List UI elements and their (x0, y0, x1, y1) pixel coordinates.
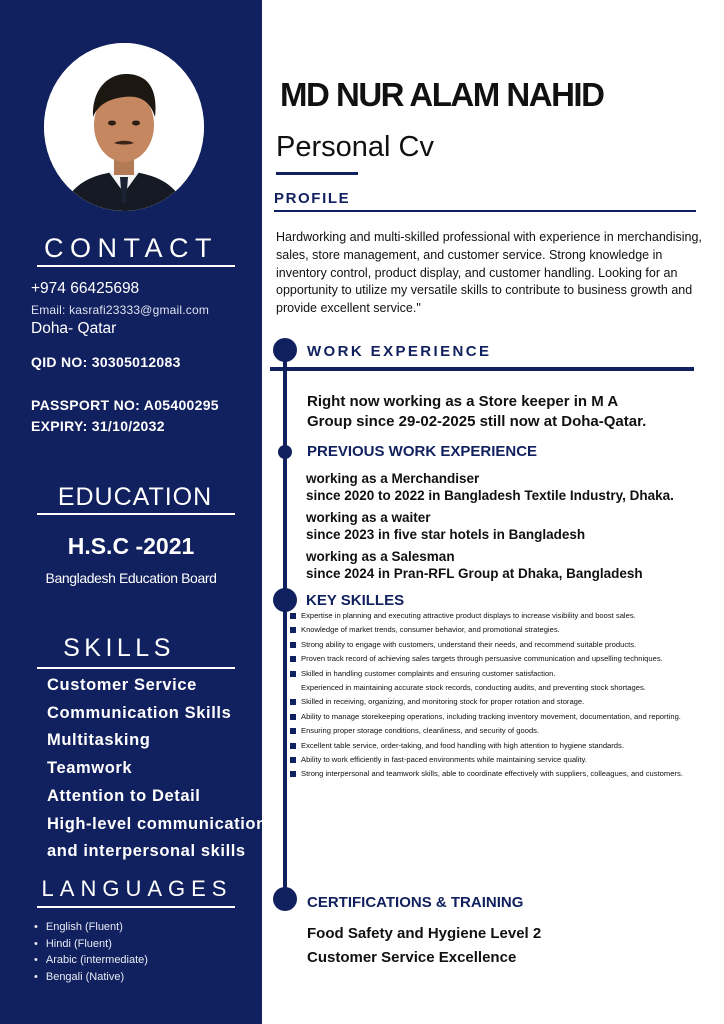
profile-heading: PROFILE (274, 190, 351, 207)
key-skill-item: Skilled in handling customer complaints and ensuring customer satisfaction. (290, 669, 710, 678)
skill-item: Attention to Detail (47, 786, 201, 805)
job-role: working as a Merchandiser (306, 471, 480, 486)
profile-summary: Hardworking and multi-skilled professional with experience in merchandising, sales, store management, and customer service. Strong knowledge in inventory control, product display, and customer handling. Looking for an opportunity to utilize my versatile skills to contribute to business growth and provide excellent service." (276, 230, 702, 316)
current-job (307, 392, 646, 431)
education-board: Bangladesh Education Board (45, 570, 217, 586)
key-skills-list (290, 611, 710, 784)
key-skills-heading: KEY SKILLES (306, 592, 405, 609)
subtitle-underline (276, 172, 358, 175)
current-job-line: Group since 29-02-2025 still now at Doha-Qatar. (307, 412, 647, 430)
previous-work-heading: PREVIOUS WORK EXPERIENCE (307, 443, 538, 460)
timeline-dot (273, 338, 297, 362)
key-skill-item: Ability to manage storekeeping operations, including tracking inventory movement, documentation, and reporting. (290, 712, 710, 721)
certifications-heading: CERTIFICATIONS & TRAINING (307, 894, 524, 911)
passport-expiry: EXPIRY: 31/10/2032 (31, 418, 165, 434)
cv-subtitle: Personal Cv (276, 131, 434, 163)
job-role: working as a Salesman (306, 549, 455, 564)
key-skill-item: Expertise in planning and executing attractive product displays to increase visibility and boost sales. (290, 611, 710, 620)
skill-item: Teamwork (47, 759, 133, 778)
language-item: • Bengali (Native) (34, 969, 148, 986)
qid-number: QID NO: 30305012083 (31, 354, 181, 370)
key-skill-item: Ability to work efficiently in fast-paced environments while maintaining service quality. (290, 755, 710, 764)
skills-list (47, 672, 267, 866)
job-detail: since 2020 to 2022 in Bangladesh Textile Industry, Dhaka. (306, 488, 674, 503)
skill-item: High-level communication (47, 814, 267, 833)
timeline-line (283, 347, 287, 900)
education-heading: EDUCATION (57, 483, 213, 511)
contact-divider (37, 265, 235, 267)
key-skill-item: Knowledge of market trends, consumer behavior, and promotional strategies. (290, 625, 710, 634)
languages-heading: LANGUAGES (41, 876, 233, 901)
skill-item: and interpersonal skills (47, 842, 246, 861)
location-text: Doha- Qatar (31, 320, 117, 337)
portrait-avatar-icon (44, 43, 204, 211)
phone-number: +974 66425698 (31, 280, 140, 297)
key-skill-item: Excellent table service, order-taking, and food handling with high attention to hygiene standards. (290, 741, 710, 750)
job-detail: since 2024 in Pran-RFL Group at Dhaka, Bangladesh (306, 566, 643, 581)
job-detail: since 2023 in five star hotels in Bangladesh (306, 527, 586, 542)
language-item: • Arabic (intermediate) (34, 952, 148, 969)
work-heading: WORK EXPERIENCE (307, 343, 492, 360)
certification-item: Customer Service Excellence (307, 949, 517, 966)
certification-item: Food Safety and Hygiene Level 2 (307, 925, 542, 942)
contact-heading: CONTACT (44, 233, 218, 263)
skills-divider (37, 667, 235, 669)
current-job-line: Right now working as a Store keeper in M A (307, 393, 619, 410)
skill-item: Communication Skills (47, 703, 232, 722)
passport-number: PASSPORT NO: A05400295 (31, 397, 219, 413)
job-role: working as a waiter (306, 510, 431, 525)
work-divider (270, 367, 694, 371)
languages-divider (37, 906, 235, 908)
key-skill-item: Strong interpersonal and teamwork skills, able to coordinate effectively with suppliers, colleagues, and customers. (290, 769, 710, 778)
skill-item: Customer Service (47, 676, 197, 694)
education-divider (37, 513, 235, 515)
key-skill-item: Proven track record of achieving sales targets through persuasive communication and upselling techniques. (290, 654, 710, 663)
education-degree: H.S.C -2021 (67, 533, 195, 559)
language-item: • English (Fluent) (34, 919, 148, 936)
job-entry (306, 548, 643, 582)
sidebar (0, 0, 267, 1024)
skills-heading: SKILLS (63, 634, 175, 662)
key-skill-item: Ensuring proper storage conditions, cleanliness, and security of goods. (290, 726, 710, 735)
email-text: Email: kasrafi23333@gmail.com (31, 303, 210, 317)
key-skill-item: Strong ability to engage with customers, understand their needs, and recommend suitable products. (290, 640, 710, 649)
timeline-dot (278, 445, 292, 459)
timeline-dot (273, 887, 297, 911)
profile-photo (44, 43, 204, 211)
key-skill-item: Experienced in maintaining accurate stock records, conducting audits, and preventing stock shortages. (301, 683, 646, 693)
job-entry (306, 509, 585, 543)
language-item: • Hindi (Fluent) (34, 936, 148, 953)
candidate-name: MD NUR ALAM NAHID (280, 76, 604, 113)
profile-divider (274, 210, 696, 212)
key-skill-item: Skilled in receiving, organizing, and monitoring stock for proper rotation and storage. (290, 697, 710, 706)
skill-item: Multitasking (47, 731, 151, 750)
timeline-dot (273, 588, 297, 612)
languages-list (34, 919, 148, 985)
job-entry (306, 470, 674, 504)
